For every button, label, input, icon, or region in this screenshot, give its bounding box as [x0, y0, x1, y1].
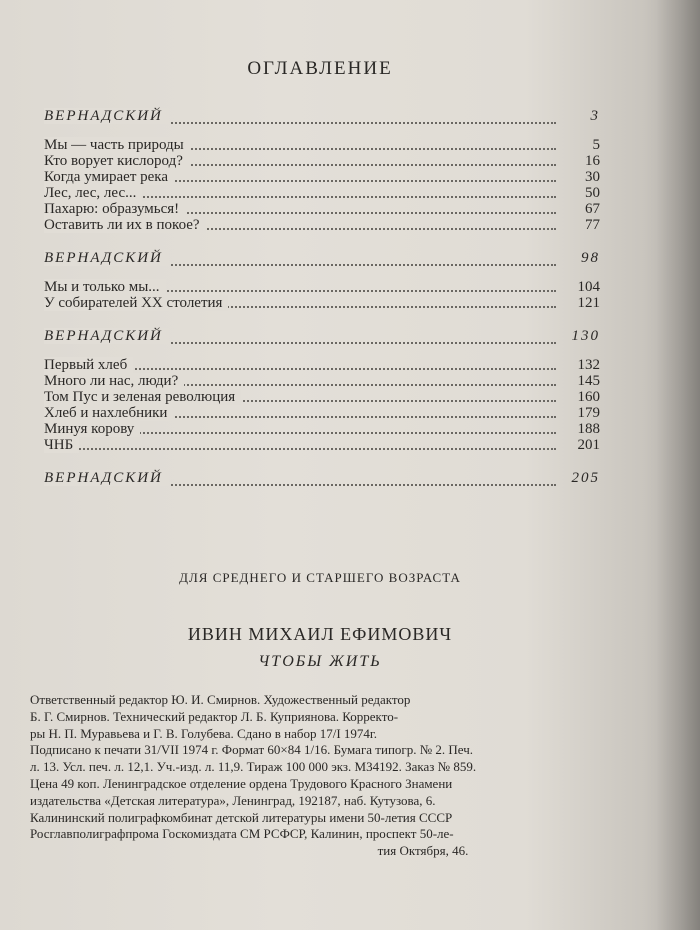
- imprint-line: Цена 49 коп. Ленинградское отделение ордена Трудового Красного Знамени: [30, 775, 453, 791]
- toc-heading: ВЕРНАДСКИЙ 3: [44, 108, 600, 124]
- imprint-line: Ответственный редактор Ю. И. Смирнов. Художественный редактор: [30, 692, 411, 707]
- book-title: ЧТОБЫ ЖИТЬ: [258, 653, 382, 670]
- imprint-line: тия Октября, 46.: [377, 843, 469, 859]
- toc-heading: ВЕРНАДСКИЙ 130: [44, 328, 600, 344]
- imprint-line: Росглавполиграфпрома Госкомиздата СМ РСФСР, Калинин, проспект 50-ле-: [30, 826, 454, 842]
- toc-entry: Минуя корову 188: [44, 421, 600, 437]
- toc-entry: Когда умирает река 30: [44, 169, 600, 185]
- imprint-line: л. 13. Усл. печ. л. 12,1. Уч.-изд. л. 11,9. Тираж 100 000 экз. М34192. Заказ № 859.: [30, 759, 477, 775]
- toc-entry: У собирателей XX столетия 121: [44, 295, 600, 311]
- toc-entry: Мы и только мы... 104: [44, 279, 600, 295]
- imprint-line: Подписано к печати 31/VII 1974 г. Формат 60×84 1/16. Бумага типогр. № 2. Печ.: [30, 742, 474, 758]
- page-edge-shadow: [656, 0, 700, 930]
- toc-entry: Мы — часть природы 5: [44, 137, 600, 153]
- toc-entry: Оставить ли их в покое? 77: [44, 217, 600, 233]
- toc-entry: Первый хлеб 132: [44, 357, 600, 373]
- imprint-line: Калининский полиграфкомбинат детской литературы имени 50-летия СССР: [30, 809, 453, 825]
- toc-entry: ЧНБ 201: [44, 437, 600, 453]
- imprint-line: Б. Г. Смирнов. Технический редактор Л. Б. Куприянова. Корректо-: [30, 708, 399, 724]
- toc-entry: Лес, лес, лес... 50: [44, 185, 600, 201]
- toc-heading: ВЕРНАДСКИЙ 205: [44, 470, 600, 486]
- toc-heading: ВЕРНАДСКИЙ 98: [44, 250, 600, 266]
- imprint-line: ры Н. П. Муравьева и Г. В. Голубева. Сдано в набор 17/I 1974г.: [30, 725, 378, 741]
- toc-entry: Много ли нас, люди? 145: [44, 373, 600, 389]
- table-of-contents: [44, 105, 600, 489]
- imprint-line: издательства «Детская литература», Ленинград, 192187, наб. Кутузова, 6.: [30, 792, 436, 808]
- toc-entry: Кто ворует кислород? 16: [44, 153, 600, 169]
- toc-entry: Пахарю: образумься! 67: [44, 201, 600, 217]
- author-name: ИВИН МИХАИЛ ЕФИМОВИЧ: [187, 624, 453, 644]
- toc-entry: Том Пус и зеленая революция 160: [44, 389, 600, 405]
- imprint-block: [30, 692, 616, 860]
- toc-entry: Хлеб и нахлебники 179: [44, 405, 600, 421]
- age-note: ДЛЯ СРЕДНЕГО И СТАРШЕГО ВОЗРАСТА: [179, 570, 461, 585]
- page-title: ОГЛАВЛЕНИЕ: [247, 58, 393, 79]
